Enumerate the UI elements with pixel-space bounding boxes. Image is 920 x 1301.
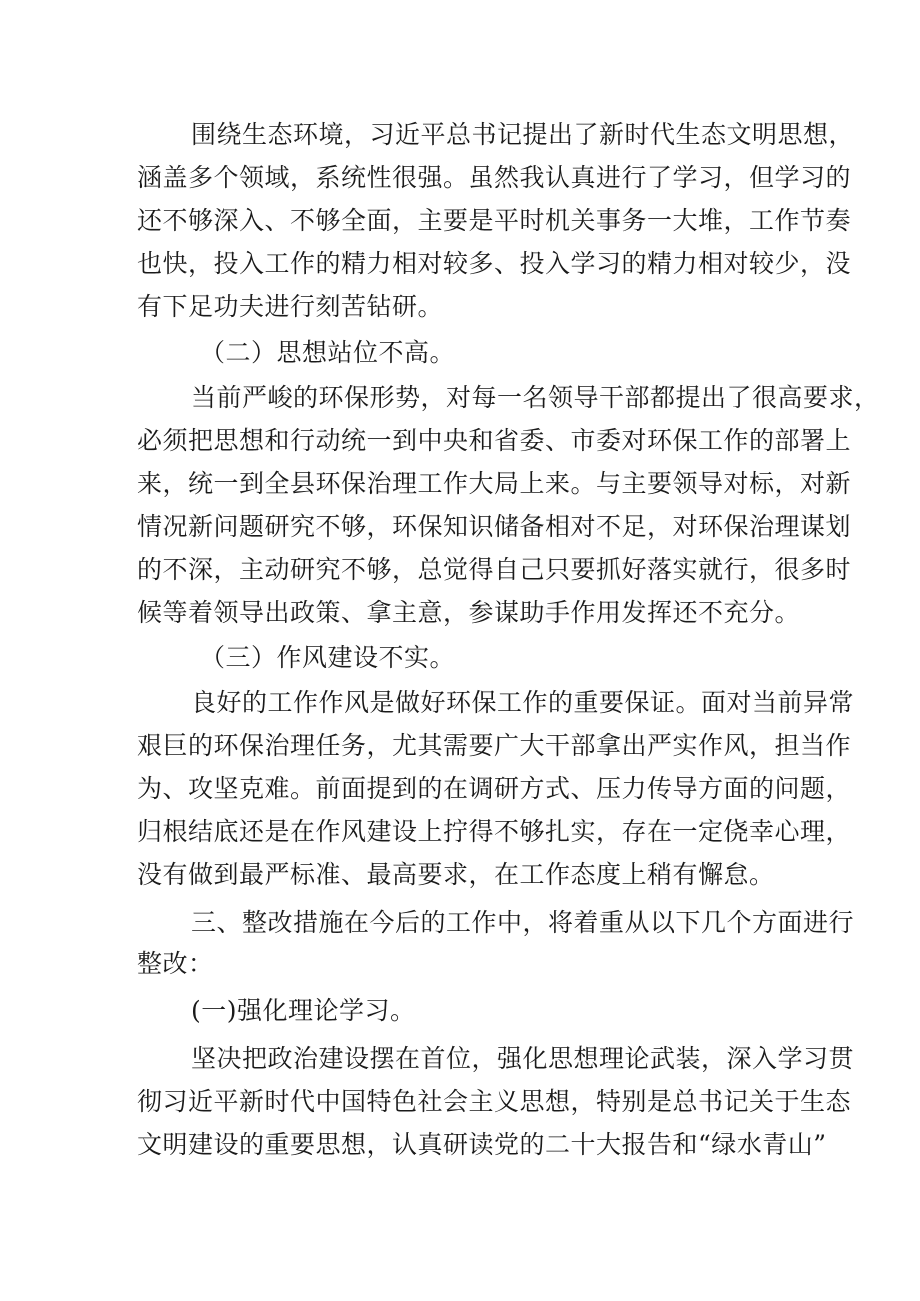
- paragraph-2-line-4: 情况新问题研究不够，环保知识储备相对不足，对环保治理谋划: [137, 512, 852, 541]
- paragraph-2-line-5: 的不深，主动研究不够，总觉得自己只要抓好落实就行，很多时: [137, 555, 852, 584]
- paragraph-3-line-4: 归根结底还是在作风建设上拧得不够扎实，存在一定侥幸心理，: [137, 817, 852, 846]
- section-heading-2: （二）思想站位不高。: [200, 338, 456, 367]
- paragraph-1-line-5: 有下足功夫进行刻苦钻研。: [137, 292, 444, 321]
- subsection-heading-1: (一)强化理论学习。: [191, 996, 416, 1025]
- paragraph-2-line-6: 候等着领导出政策、拿主意，参谋助手作用发挥还不充分。: [137, 598, 801, 627]
- section-three-line-1: 三、整改措施在今后的工作中，将着重从以下几个方面进行: [191, 908, 855, 937]
- section-three-line-2: 整改：: [137, 949, 214, 978]
- paragraph-3-line-3: 为、攻坚克难。前面提到的在调研方式、压力传导方面的问题，: [137, 774, 852, 803]
- paragraph-1-line-4: 也快，投入工作的精力相对较多、投入学习的精力相对较少，没: [137, 249, 852, 278]
- paragraph-4-line-1: 坚决把政治建设摆在首位，强化思想理论武装，深入学习贯: [191, 1044, 855, 1073]
- paragraph-2-line-3: 来，统一到全县环保治理工作大局上来。与主要领导对标，对新: [137, 469, 852, 498]
- paragraph-3-line-1: 良好的工作作风是做好环保工作的重要保证。面对当前异常: [191, 688, 855, 717]
- paragraph-1-line-1: 围绕生态环境，习近平总书记提出了新时代生态文明思想，: [191, 120, 855, 149]
- paragraph-2-line-1: 当前严峻的环保形势，对每一名领导干部都提出了很高要求，: [191, 383, 880, 412]
- paragraph-3-line-2: 艰巨的环保治理任务，尤其需要广大干部拿出严实作风，担当作: [137, 731, 852, 760]
- paragraph-1-line-3: 还不够深入、不够全面，主要是平时机关事务一大堆，工作节奏: [137, 206, 852, 235]
- paragraph-2-line-2: 必须把思想和行动统一到中央和省委、市委对环保工作的部署上: [137, 426, 852, 455]
- paragraph-4-line-3: 文明建设的重要思想，认真研读党的二十大报告和“绿水青山”: [137, 1130, 827, 1159]
- paragraph-3-line-5: 没有做到最严标准、最高要求，在工作态度上稍有懈怠。: [137, 860, 775, 889]
- section-heading-3: （三）作风建设不实。: [200, 643, 456, 672]
- paragraph-1-line-2: 涵盖多个领域，系统性很强。虽然我认真进行了学习，但学习的: [137, 163, 852, 192]
- paragraph-4-line-2: 彻习近平新时代中国特色社会主义思想，特别是总书记关于生态: [137, 1087, 852, 1116]
